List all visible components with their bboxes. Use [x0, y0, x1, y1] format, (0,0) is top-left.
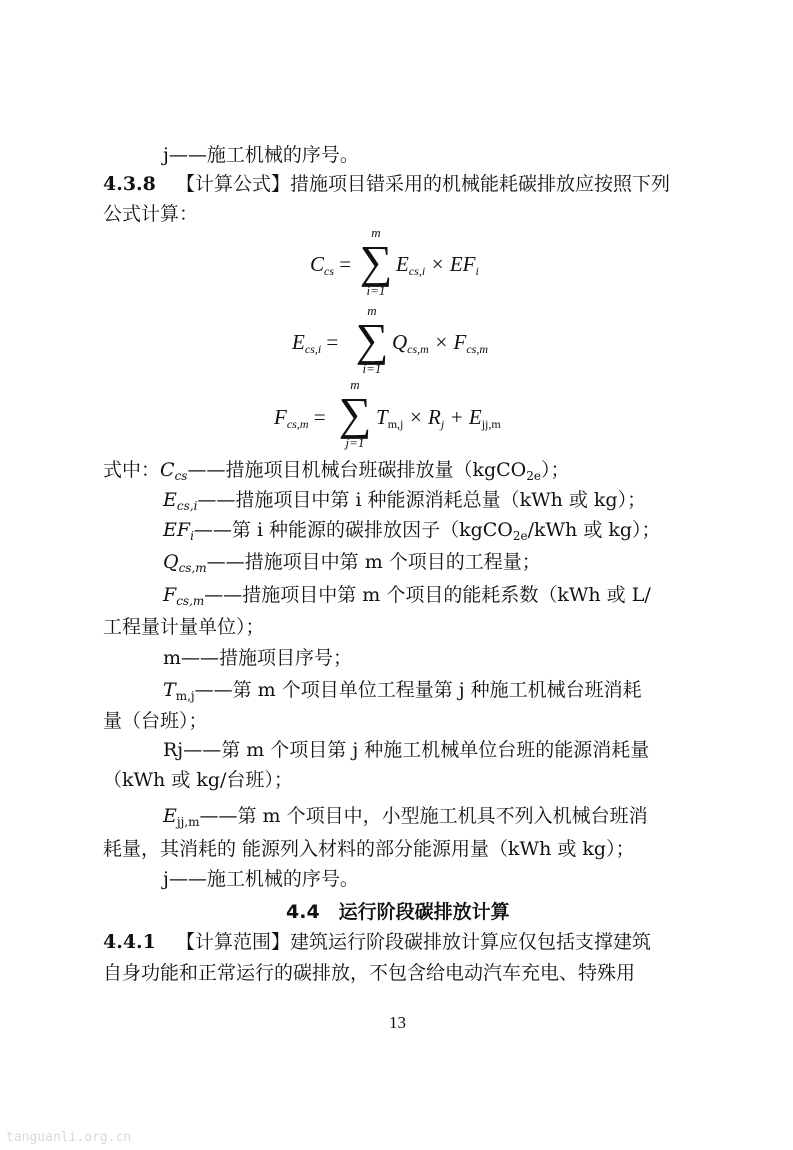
def-text: ——第 m 个项目中，小型施工机具不列入机械台班消 [199, 805, 648, 827]
def-unit-sub: 2e [512, 529, 528, 543]
def-symbol: F [163, 584, 177, 606]
f3-lhs-sub: cs,m [286, 417, 309, 431]
f3-rhs2: × R [403, 405, 441, 429]
def-text: ——措施项目中第 m 个项目的能耗系数（kWh 或 L/ [204, 584, 651, 606]
f1-rhs-sub: cs,i [408, 264, 426, 278]
f2-lhs: E [292, 330, 305, 354]
def-text: ——措施项目中第 m 个项目的工程量； [206, 551, 541, 573]
def-text: ——措施项目中第 i 种能源消耗总量（kWh 或 kg）； [197, 489, 647, 511]
definition-ecsi [163, 487, 646, 519]
f2-rhs-sub: cs,m [407, 342, 429, 356]
def-end: ）； [541, 459, 570, 481]
def-symbol-sub: cs [174, 469, 188, 483]
f3-lhs: F [274, 405, 287, 429]
clause-number: 4.3.8 [103, 173, 156, 195]
f1-summation: m ∑ i=1 [356, 226, 396, 298]
definition-ejjm-cont: 耗量，其消耗的 能源列入材料的部分能源用量（kWh 或 kg）； [103, 838, 635, 860]
def-end: /kWh 或 kg）； [527, 519, 661, 541]
definition-fcsm-cont: 工程量计量单位）； [103, 616, 265, 638]
definition-tmj-cont: 量（台班）； [103, 710, 208, 732]
def-symbol-sub: cs,m [176, 594, 205, 608]
f2-sum-bottom: i=1 [362, 361, 382, 376]
f1-sum-top: m [371, 225, 381, 240]
definition-fcsm [163, 582, 651, 614]
definition-efi [163, 517, 661, 549]
clause-4-3-8 [103, 171, 670, 197]
clause-4-4-1 [103, 929, 651, 955]
f2-rhs2-sub: cs,m [466, 342, 489, 356]
f1-rhs2-sub: i [475, 264, 479, 278]
f3-summation: m ∑ j=1 [335, 378, 375, 450]
def-text: ——第 m 个项目单位工程量第 j 种施工机械台班消耗 [194, 679, 642, 701]
section-heading-4-4: 4.4 运行阶段碳排放计算 [286, 901, 510, 923]
clause-continuation: 公式计算： [103, 203, 199, 225]
def-symbol-sub: m,j [175, 689, 195, 703]
def-symbol-sub: cs,m [178, 561, 207, 575]
def-symbol: T [163, 679, 176, 701]
f2-sum-top: m [367, 303, 377, 318]
clause-text: 【计算范围】建筑运行阶段碳排放计算应仅包括支撑建筑 [175, 931, 651, 953]
definition-ejjm [163, 803, 648, 835]
f2-rhs2: × F [428, 330, 467, 354]
f1-lhs: C [310, 252, 325, 276]
f3-rhs3: + E [444, 405, 482, 429]
definition-j: j——施工机械的序号。 [163, 868, 359, 890]
f3-rhs3-sub: jj,m [481, 417, 501, 431]
definition-tmj [163, 677, 642, 709]
f1-rhs2: × EF [425, 252, 476, 276]
f3-rhs2-sub: j [440, 417, 445, 431]
clause-4-4-1-cont: 自身功能和正常运行的碳排放，不包含给电动汽车充电、特殊用 [103, 962, 636, 984]
def-text: ——第 i 种能源的碳排放因子（kgCO [193, 519, 513, 541]
f2-lhs-sub: cs,i [304, 342, 322, 356]
def-symbol: EF [163, 519, 191, 541]
f1-rhs: E [396, 252, 409, 276]
watermark: tanguanli.org.cn [6, 1130, 132, 1145]
definition-qcsm [163, 549, 541, 581]
clause-text: 【计算公式】措施项目错采用的机械能耗碳排放应按照下列 [175, 173, 670, 195]
def-unit-sub: 2e [526, 469, 541, 483]
definition-rj-cont: （kWh 或 kg/台班）； [103, 769, 293, 791]
clause-number: 4.4.1 [103, 931, 156, 953]
f1-sum-bottom: i=1 [366, 283, 386, 298]
def-symbol: Q [163, 551, 179, 573]
def-symbol: E [163, 805, 177, 827]
f1-lhs-sub: cs [324, 264, 335, 278]
page-number: 13 [389, 1013, 406, 1032]
def-symbol: E [163, 489, 177, 511]
f3-sum-bottom: j=1 [345, 435, 365, 450]
def-symbol-sub: jj,m [176, 815, 200, 829]
def-symbol: C [160, 459, 175, 481]
f3-sum-top: m [350, 377, 360, 392]
definition-m: m——措施项目序号； [163, 647, 353, 669]
f3-rhs: T [376, 405, 388, 429]
f2-summation: m ∑ i=1 [352, 304, 392, 376]
definition-rj: Rj——第 m 个项目第 j 种施工机械单位台班的能源消耗量 [163, 739, 650, 761]
def-text: ——措施项目机械台班碳排放量（kgCO [187, 459, 527, 481]
line-j-definition: j——施工机械的序号。 [163, 144, 359, 166]
def-symbol-sub: i [190, 529, 194, 543]
f2-rhs: Q [392, 330, 408, 354]
def-symbol-sub: cs,i [176, 499, 198, 513]
f3-rhs-sub: m,j [387, 417, 404, 431]
definition-ccs [103, 457, 570, 489]
def-prefix: 式中： [103, 459, 161, 481]
